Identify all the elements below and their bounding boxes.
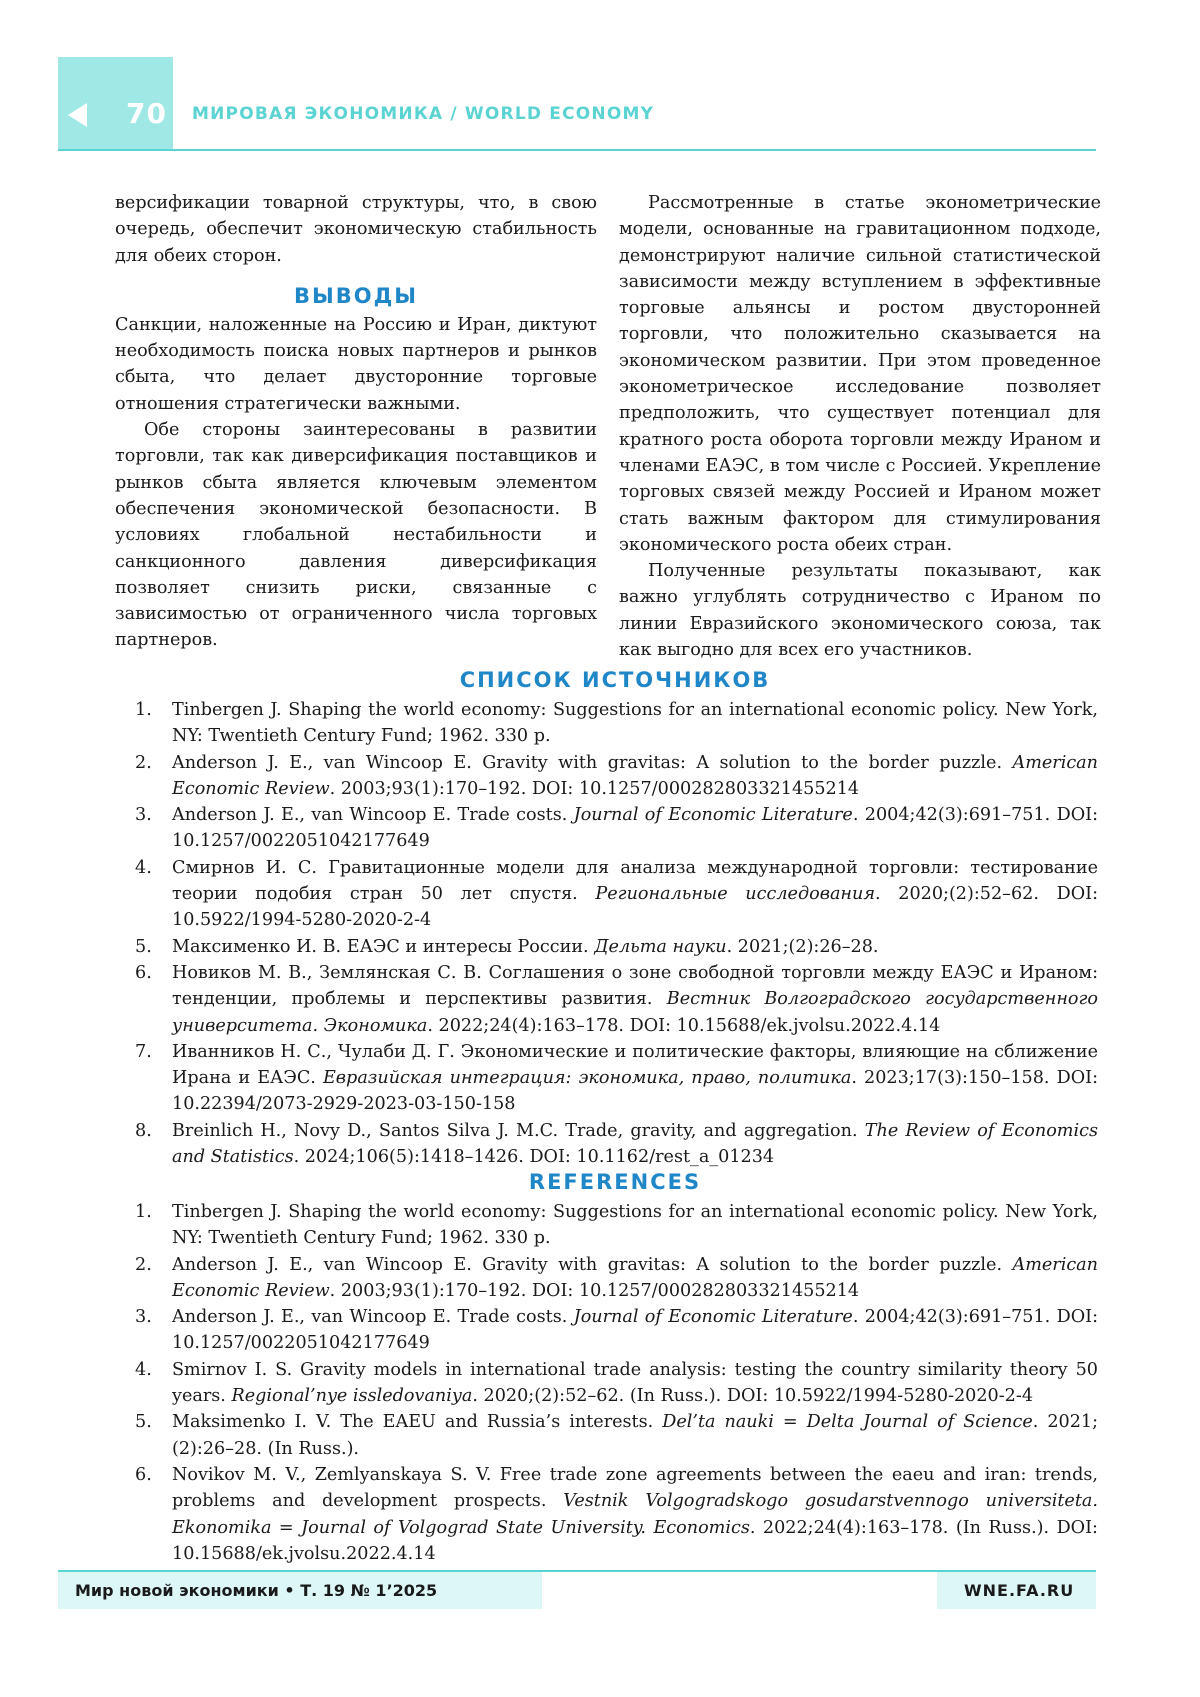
reference-number: 1. — [135, 1202, 152, 1222]
page-number: 70 — [126, 97, 167, 130]
source-text: Максименко И. В. ЕАЭС и интересы России. — [172, 936, 595, 957]
source-item — [132, 855, 1098, 934]
reference-text: Anderson J. E., van Wincoop E. Gravity with gravitas: A solution to the border puzzle. — [172, 1254, 1013, 1275]
source-text: Anderson J. E., van Wincoop E. Trade costs. — [172, 805, 574, 826]
sources-list — [132, 697, 1098, 1170]
source-journal: Journal of Economic Literature — [573, 805, 853, 826]
source-number: 3. — [135, 805, 152, 826]
source-text: Tinbergen J. Shaping the world economy: Suggestions for an international economic policy. New York, NY: Twentieth Century Fund; 1962. 330 p. — [172, 700, 1098, 747]
reference-number: 4. — [135, 1359, 152, 1380]
reference-details: . 2022;24(4):163–178. (In Russ.). DOI: 10.15688/ek.jvolsu.2022.4.14 — [172, 1517, 1098, 1564]
reference-details: . 2003;93(1):170–192. DOI: 10.1257/000282803321455214 — [329, 1280, 860, 1301]
reference-journal: Del’ta nauki = Delta Journal of Science — [662, 1412, 1033, 1433]
reference-item — [132, 1304, 1098, 1357]
reference-journal: American Economic Review — [172, 1254, 1098, 1301]
reference-item — [132, 1357, 1098, 1410]
source-journal: Региональные исследования — [595, 884, 876, 905]
running-section-title: МИРОВАЯ ЭКОНОМИКА / WORLD ECONOMY — [192, 104, 655, 124]
source-details: . 2024;106(5):1418–1426. DOI: 10.1162/rest_a_01234 — [293, 1147, 775, 1168]
reference-text: Tinbergen J. Shaping the world economy: Suggestions for an international economic policy. New York, NY: Twentieth Century Fund; 1962. 330 p. — [172, 1202, 1098, 1249]
reference-details: . 2020;(2):52–62. (In Russ.). DOI: 10.5922/1994-5280-2020-2-4 — [472, 1386, 1034, 1407]
reference-item — [132, 1409, 1098, 1462]
reference-details: . 2021;(2):26–28. (In Russ.). — [172, 1412, 1099, 1459]
source-text: Breinlich H., Novy D., Santos Silva J. M.C. Trade, gravity, and aggregation. — [172, 1120, 865, 1141]
reference-journal: Journal of Economic Literature — [573, 1307, 853, 1328]
source-details: . 2022;24(4):163–178. DOI: 10.15688/ek.jvolsu.2022.4.14 — [427, 1015, 941, 1036]
source-item — [132, 750, 1098, 803]
conclusions-paragraph-4: Полученные результаты показывают, как важно углублять сотрудничество с Ираном по линии Евразийского экономического союза, так как выгодно для всех его участников. — [619, 561, 1101, 661]
sources-heading: СПИСОК ИСТОЧНИКОВ — [459, 668, 771, 692]
source-details: . 2004;42(3):691–751. DOI: 10.1257/0022051042177649 — [172, 805, 1098, 852]
source-journal: American Economic Review — [172, 752, 1098, 799]
header-divider — [58, 149, 1096, 151]
source-journal: Дельта науки — [594, 936, 727, 957]
reference-number: 5. — [135, 1412, 152, 1433]
source-item — [132, 1118, 1098, 1171]
source-number: 4. — [135, 857, 152, 878]
source-journal: Евразийская интеграция: экономика, право, политика — [322, 1068, 852, 1089]
source-journal: Вестник Волгоградского государственного университета. Экономика — [172, 989, 1098, 1036]
source-details: . 2023;17(3):150–158. DOI: 10.22394/2073-2929-2023-03-150-158 — [172, 1068, 1098, 1115]
source-details: . 2020;(2):52–62. DOI: 10.5922/1994-5280-2020-2-4 — [172, 884, 1099, 931]
footer-website-link[interactable]: WNE.FA.RU — [964, 1581, 1075, 1600]
source-number: 6. — [135, 962, 152, 983]
reference-number: 6. — [135, 1464, 152, 1485]
intro-continuation: версификации товарной структуры, что, в свою очередь, обеспечит экономическую стабильность для обеих сторон. — [115, 193, 597, 266]
source-number: 8. — [135, 1120, 152, 1141]
reference-text: Anderson J. E., van Wincoop E. Trade costs. — [172, 1307, 574, 1328]
source-item — [132, 697, 1098, 750]
source-number: 1. — [135, 700, 152, 720]
conclusions-paragraph-2: Обе стороны заинтересованы в развитии торговли, так как диверсификация поставщиков и рынков сбыта является ключевым элементом обеспечения экономической безопасности. В условиях глобальной нестабильности и санкционного давления диверсификация позволяет снизить риски, связанные с зависимостью от ограниченного числа торговых партнеров. — [115, 420, 597, 651]
reference-journal: Regional’nye issledovaniya — [231, 1386, 473, 1407]
reference-number: 3. — [135, 1307, 152, 1328]
conclusions-heading: ВЫВОДЫ — [293, 283, 419, 308]
source-journal: The Review of Economics and Statistics — [172, 1120, 1098, 1168]
reference-journal: Vestnik Volgogradskogo gosudarstvennogo universiteta. Ekonomika = Journal of Volgograd State University. Economics — [172, 1491, 1098, 1538]
reference-item — [132, 1462, 1098, 1567]
reference-details: . 2004;42(3):691–751. DOI: 10.1257/0022051042177649 — [172, 1307, 1098, 1354]
footer-journal-issue: Мир новой экономики • Т. 19 № 1’2025 — [75, 1581, 438, 1600]
source-item — [132, 802, 1098, 855]
source-item — [132, 934, 1098, 960]
reference-item — [132, 1199, 1098, 1252]
source-item — [132, 960, 1098, 1039]
source-details: . 2003;93(1):170–192. DOI: 10.1257/000282803321455214 — [329, 778, 860, 799]
source-text: Новиков М. В., Землянская С. В. Соглашения о зоне свободной торговли между ЕАЭС и Ираном: тенденции, проблемы и перспективы развития. — [172, 962, 1098, 1010]
conclusions-paragraph-1: Санкции, наложенные на Россию и Иран, диктуют необходимость поиска новых партнеров и рынков сбыта, что делает двусторонние торговые отношения стратегически важными. — [115, 314, 597, 414]
source-number: 2. — [135, 752, 152, 773]
right-column — [619, 190, 1101, 663]
reference-text: Novikov M. V., Zemlyanskaya S. V. Free trade zone agreements between the eaeu and iran: trends, problems and development prospects. — [172, 1464, 1098, 1512]
references-section — [132, 1168, 1098, 1567]
source-details: . 2021;(2):26–28. — [726, 936, 879, 957]
conclusions-paragraph-3: Рассмотренные в статье эконометрические модели, основанные на гравитационном подходе, демонстрируют наличие сильной статистической зависимости между вступлением в эффективные торговые альянсы и ростом двусторонней торговли, что положительно сказывается на экономическом развитии. При этом проведенное эконометрическое исследование позволяет предположить, что существует потенциал для кратного роста оборота торговли между Ираном и членами ЕАЭС, в том числе с Россией. Укрепление торговых связей между Россией и Ираном может стать важным фактором для стимулирования экономического роста обеих стран. — [619, 193, 1101, 555]
references-heading: REFERENCES — [528, 1170, 702, 1194]
reference-number: 2. — [135, 1254, 152, 1275]
references-list — [132, 1199, 1098, 1567]
sources-section — [132, 666, 1098, 1170]
left-column — [115, 190, 597, 654]
source-item — [132, 1039, 1098, 1118]
source-text: Иванников Н. С., Чулаби Д. Г. Экономические и политические факторы, влияющие на сближение Ирана и ЕАЭС. — [172, 1041, 1098, 1089]
source-text: Anderson J. E., van Wincoop E. Gravity with gravitas: A solution to the border puzzle. — [172, 752, 1013, 773]
reference-item — [132, 1252, 1098, 1305]
source-number: 5. — [135, 936, 152, 957]
source-text: Смирнов И. С. Гравитационные модели для анализа международной торговли: тестирование теории подобия стран 50 лет спустя. — [172, 857, 1098, 905]
source-number: 7. — [135, 1041, 152, 1062]
reference-text: Maksimenko I. V. The EAEU and Russia’s interests. — [172, 1412, 663, 1433]
reference-text: Smirnov I. S. Gravity models in international trade analysis: testing the country similarity theory 50 years. — [172, 1359, 1098, 1407]
previous-page-arrow-icon[interactable] — [68, 103, 87, 127]
